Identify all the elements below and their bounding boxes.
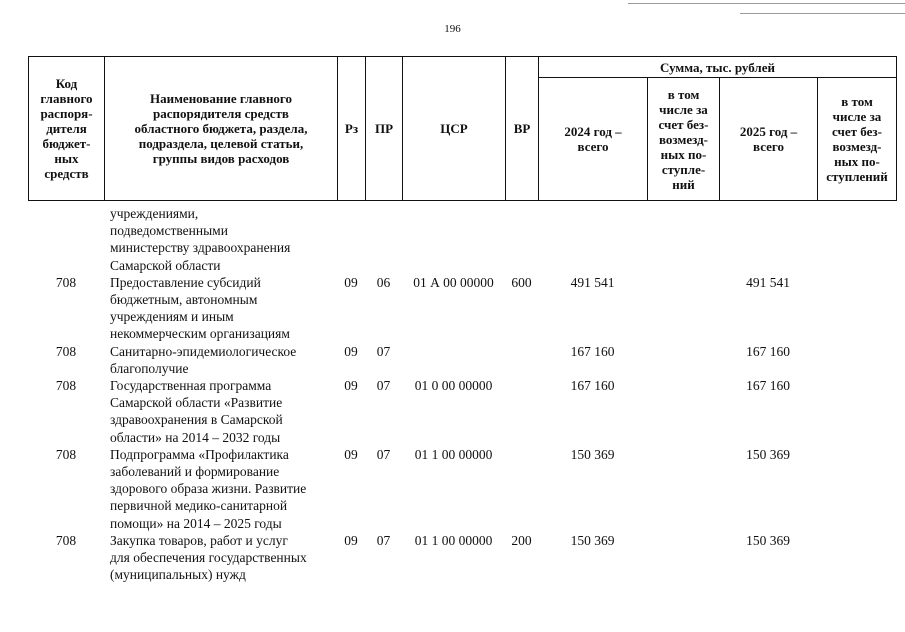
table-row (28, 446, 896, 532)
row-sum-2025: 167 160 (746, 343, 790, 359)
row-name-line: помощи» на 2014 – 2025 годы (110, 515, 282, 531)
header-incl-2025 (818, 78, 897, 201)
row-name-line: некоммерческим организациям (110, 326, 290, 342)
row-name-line: Закупка товаров, работ и услуг (110, 532, 288, 548)
row-sum-2024: 150 369 (570, 532, 615, 548)
header-line: ных по- (834, 154, 880, 169)
header-incl-2024 (648, 78, 720, 201)
header-line: подраздела, целевой статьи, (138, 136, 304, 151)
row-name-line: Санитарно-эпидемиологическое (110, 343, 297, 359)
row-name (104, 274, 337, 343)
row-name-line: учреждениями, (110, 206, 199, 221)
row-name-line: Предоставление субсидий (110, 274, 261, 290)
row-csr: 01 1 00 00000 (414, 446, 493, 462)
row-name-line: здорового образа жизни. Развитие (110, 481, 307, 497)
row-rz: 09 (344, 343, 358, 359)
row-name (104, 532, 337, 584)
header-line: Код (55, 76, 78, 91)
header-line: счет без- (658, 116, 709, 132)
table-body (28, 205, 896, 583)
row-vr: 200 (511, 532, 532, 548)
row-name-line: Государственная программа (110, 378, 272, 394)
table-row (28, 377, 896, 446)
header-line: всего (753, 139, 784, 154)
row-csr: 01 1 00 00000 (414, 532, 493, 548)
row-code: 708 (55, 274, 77, 290)
row-csr: 01 0 00 00000 (414, 378, 493, 394)
table-header (28, 56, 897, 201)
row-code: 708 (55, 532, 77, 548)
header-line: средств (44, 166, 89, 181)
row-code: 708 (55, 343, 77, 359)
table-row (28, 274, 896, 343)
row-sum-2024: 491 541 (570, 274, 615, 290)
header-name (105, 57, 338, 201)
header-total-2025 (720, 78, 818, 201)
row-name-line: заболеваний и формирование (110, 464, 280, 480)
table-row (28, 343, 896, 377)
header-line: в том (841, 94, 873, 109)
row-name-line: Подпрограмма «Профилактика (110, 446, 289, 462)
header-line: счет без- (832, 124, 882, 139)
scan-line-second (740, 13, 905, 14)
header-line: числе за (832, 109, 882, 124)
row-name-line: для обеспечения государственных (110, 550, 307, 566)
header-line: ных по- (660, 146, 707, 162)
row-rz: 09 (344, 274, 358, 290)
row-sum-2025: 150 369 (746, 532, 790, 548)
row-pr: 07 (376, 378, 391, 394)
row-sum-2024: 167 160 (570, 378, 615, 394)
header-rz: Рз (338, 57, 366, 201)
header-pr: ПР (366, 57, 403, 201)
row-name-line: благополучие (110, 360, 189, 376)
header-csr: ЦСР (403, 57, 506, 201)
row-sum-2024: 150 369 (570, 446, 615, 462)
header-line: в том (667, 86, 700, 102)
row-sum-2024: 167 160 (570, 343, 615, 359)
header-total-2024 (539, 78, 648, 201)
row-sum-2025: 150 369 (746, 446, 790, 462)
header-line: дителя (46, 121, 87, 136)
header-line: областного бюджета, раздела, (134, 121, 308, 136)
row-name-line: Самарской области «Развитие (110, 395, 283, 411)
row-name (104, 205, 337, 274)
header-line: всего (577, 139, 609, 154)
row-name (104, 446, 337, 532)
row-name-line: подведомственными (110, 223, 228, 239)
row-code: 708 (55, 446, 77, 462)
row-name-line: здравоохранения в Самарской (110, 412, 283, 428)
row-name-line: (муниципальных) нужд (110, 567, 246, 583)
row-sum-2025: 167 160 (746, 378, 790, 394)
header-line: группы видов расходов (152, 151, 290, 166)
row-csr: 01 А 00 00000 (413, 274, 494, 290)
header-line: Наименование главного (149, 91, 293, 106)
header-vr: ВР (506, 57, 539, 201)
table-row (28, 205, 896, 274)
row-rz: 09 (344, 378, 358, 394)
row-name-line: области» на 2014 – 2032 годы (110, 429, 281, 445)
row-rz: 09 (344, 532, 358, 548)
row-pr: 07 (376, 446, 391, 462)
header-line: бюджет- (42, 136, 91, 151)
row-rz: 09 (344, 446, 358, 462)
header-line: возмезд- (659, 131, 708, 147)
header-line: возмезд- (832, 139, 882, 154)
header-line: ний (672, 176, 695, 192)
header-line: 2025 год – (739, 124, 798, 139)
row-name-line: первичной медико-санитарной (110, 498, 288, 514)
row-name-line: учреждениям и иным (110, 309, 234, 325)
header-sum-group: Сумма, тыс. рублей (539, 57, 897, 78)
row-name (104, 343, 337, 377)
header-line: распоря- (40, 106, 93, 121)
header-code (29, 57, 105, 201)
header-line: распорядителя средств (153, 106, 289, 121)
header-line: 2024 год – (564, 124, 622, 139)
header-line: главного (40, 91, 93, 106)
header-line: числе за (659, 101, 708, 117)
row-pr: 07 (376, 343, 391, 359)
row-pr: 06 (376, 274, 391, 290)
row-vr: 600 (511, 274, 532, 290)
table-row (28, 532, 896, 584)
row-name-line: Самарской области (110, 257, 221, 273)
row-name (104, 377, 337, 446)
row-name-line: бюджетным, автономным (110, 292, 258, 308)
page-number: 196 (444, 23, 461, 35)
row-sum-2025: 491 541 (746, 274, 790, 290)
header-line: ных (54, 151, 79, 166)
row-code: 708 (55, 378, 77, 394)
row-pr: 07 (376, 532, 391, 548)
scan-line-top (628, 3, 905, 4)
header-line: ступлений (826, 169, 888, 184)
header-line: ступле- (661, 161, 706, 177)
row-name-line: министерству здравоохранения (110, 240, 291, 256)
